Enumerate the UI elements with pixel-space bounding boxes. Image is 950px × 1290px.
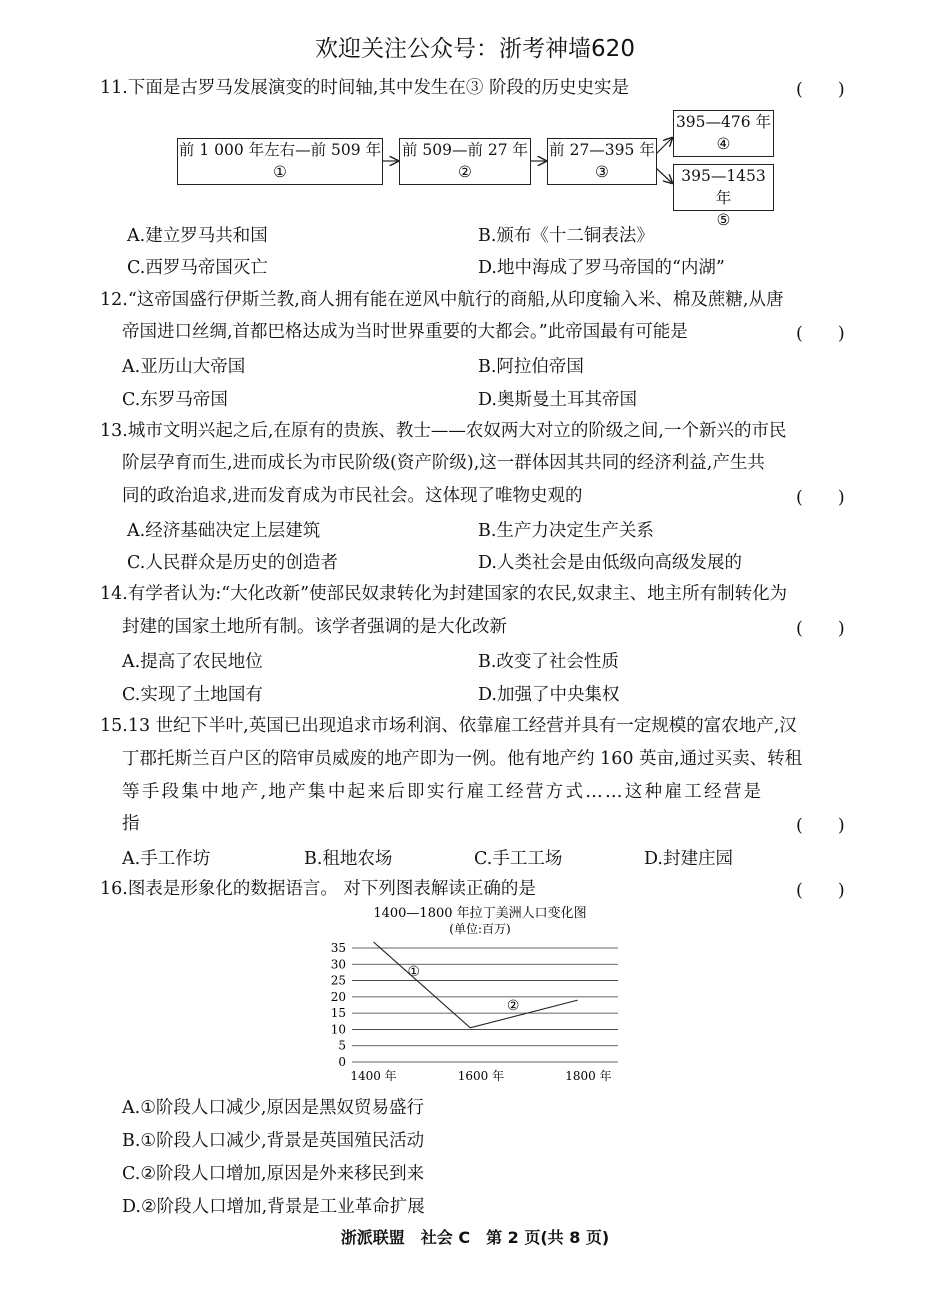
timeline-box-1 — [177, 138, 383, 185]
q11-option-d: D.地中海成了罗马帝国的“内湖” — [478, 258, 725, 278]
q13-line-2: 阶层孕育而生,进而成长为市民阶级(资产阶级),这一群体因其共同的经济利益,产生共 — [122, 453, 765, 473]
q15-answer-paren: ( ) — [796, 816, 845, 836]
q14-line-2: 封建的国家土地所有制。该学者强调的是大化改新 — [122, 617, 507, 637]
y-tick-label: 25 — [330, 973, 346, 988]
timeline-range: 395—476 年 — [675, 113, 772, 131]
x-tick-label: 1600 年 — [457, 1069, 505, 1083]
q15-line-2: 丁郡托斯兰百户区的陪审员威废的地产即为一例。他有地产约 160 英亩,通过买卖、转租 — [122, 749, 803, 769]
q12-option-b: B.阿拉伯帝国 — [478, 357, 584, 377]
q16-option-c: C.②阶段人口增加,原因是外来移民到来 — [122, 1164, 425, 1184]
q15-option-c: C.手工工场 — [474, 849, 563, 869]
q15-option-d: D.封建庄园 — [644, 849, 733, 869]
y-tick-label: 20 — [330, 989, 346, 1004]
q15-line-4: 指 — [122, 814, 140, 834]
q11-option-c: C.西罗马帝国灭亡 — [127, 258, 268, 278]
y-tick-label: 0 — [338, 1055, 346, 1069]
q14-option-b: B.改变了社会性质 — [478, 652, 619, 672]
q15-option-b: B.租地农场 — [304, 849, 393, 869]
timeline-num: ⑤ — [716, 211, 731, 229]
q13-option-d: D.人类社会是由低级向高级发展的 — [478, 553, 742, 573]
q15-line-1: 15.13 世纪下半叶,英国已出现追求市场利润、依靠雇工经营并具有一定规模的富农地产,汉 — [100, 716, 797, 736]
chart-annotation: ① — [407, 963, 421, 980]
q14-option-c: C.实现了土地国有 — [122, 685, 263, 705]
y-tick-label: 15 — [330, 1006, 346, 1021]
timeline-num: ④ — [716, 135, 731, 153]
chart-subtitle: (单位:百万) — [449, 922, 511, 936]
q13-line-1: 13.城市文明兴起之后,在原有的贵族、教士——农奴两大对立的阶级之间,一个新兴的市民 — [100, 421, 787, 441]
y-tick-label: 35 — [330, 941, 346, 955]
q14-option-d: D.加强了中央集权 — [478, 685, 620, 705]
population-chart — [0, 900, 950, 1090]
q14-answer-paren: ( ) — [796, 619, 845, 639]
q12-option-c: C.东罗马帝国 — [122, 390, 228, 410]
y-tick-label: 30 — [330, 957, 346, 972]
chart-title: 1400—1800 年拉丁美洲人口变化图 — [373, 906, 587, 921]
timeline-range: 前 27—395 年 — [549, 141, 655, 159]
timeline-box-3 — [547, 138, 657, 185]
q11-timeline-arrows — [0, 0, 950, 240]
page-header: 欢迎关注公众号：浙考神墙620 — [315, 36, 635, 62]
q16-option-b: B.①阶段人口减少,背景是英国殖民活动 — [122, 1131, 425, 1151]
chart-annotation: ② — [506, 998, 520, 1014]
x-tick-label: 1800 年 — [565, 1069, 612, 1083]
q11-answer-paren: ( ) — [796, 80, 845, 100]
q11-option-a: A.建立罗马共和国 — [127, 226, 268, 246]
q12-line-1: 12.“这帝国盛行伊斯兰教,商人拥有能在逆风中航行的商船,从印度输入米、棉及蔗糖,从唐 — [100, 290, 784, 310]
page-footer: 浙派联盟 社会 C 第 2 页(共 8 页) — [340, 1228, 610, 1247]
q13-option-a: A.经济基础决定上层建筑 — [127, 521, 321, 541]
q12-option-a: A.亚历山大帝国 — [122, 357, 246, 377]
y-tick-label: 10 — [330, 1022, 346, 1037]
q16-answer-paren: ( ) — [796, 881, 845, 901]
q12-answer-paren: ( ) — [796, 324, 845, 344]
q15-option-a: A.手工作坊 — [122, 849, 211, 869]
timeline-range: 395—1453 年 — [681, 167, 766, 207]
population-series-line — [373, 942, 577, 1028]
q11-option-b: B.颁布《十二铜表法》 — [478, 226, 654, 246]
q14-line-1: 14.有学者认为:“大化改新”使部民奴隶转化为封建国家的农民,奴隶主、地主所有制转化为 — [100, 584, 788, 604]
q13-line-3: 同的政治追求,进而发育成为市民社会。这体现了唯物史观的 — [122, 486, 583, 506]
timeline-box-4 — [673, 110, 774, 157]
q13-answer-paren: ( ) — [796, 488, 845, 508]
q14-option-a: A.提高了农民地位 — [122, 652, 263, 672]
q16-option-d: D.②阶段人口增加,背景是工业革命扩展 — [122, 1197, 425, 1217]
q12-line-2: 帝国进口丝绸,首都巴格达成为当时世界重要的大都会。”此帝国最有可能是 — [122, 322, 688, 342]
y-tick-label: 5 — [338, 1038, 346, 1053]
timeline-range: 前 509—前 27 年 — [401, 141, 529, 159]
timeline-num: ③ — [595, 163, 609, 181]
timeline-range: 前 1 000 年左右—前 509 年 — [178, 141, 382, 159]
timeline-num: ① — [273, 163, 287, 181]
q12-option-d: D.奥斯曼土耳其帝国 — [478, 390, 637, 410]
x-tick-label: 1400 年 — [350, 1069, 397, 1083]
timeline-box-2 — [399, 138, 531, 185]
timeline-box-5 — [673, 164, 774, 229]
q13-option-c: C.人民群众是历史的创造者 — [127, 553, 338, 573]
q16-stem: 16.图表是形象化的数据语言。 对下列图表解读正确的是 — [100, 879, 536, 899]
timeline-num: ② — [458, 163, 472, 181]
q15-line-3: 等手段集中地产,地产集中起来后即实行雇工经营方式……这种雇工经营是 — [122, 782, 764, 802]
q16-option-a: A.①阶段人口减少,原因是黑奴贸易盛行 — [122, 1098, 424, 1118]
q13-option-b: B.生产力决定生产关系 — [478, 521, 654, 541]
q11-stem: 11.下面是古罗马发展演变的时间轴,其中发生在③ 阶段的历史史实是 — [100, 78, 629, 98]
